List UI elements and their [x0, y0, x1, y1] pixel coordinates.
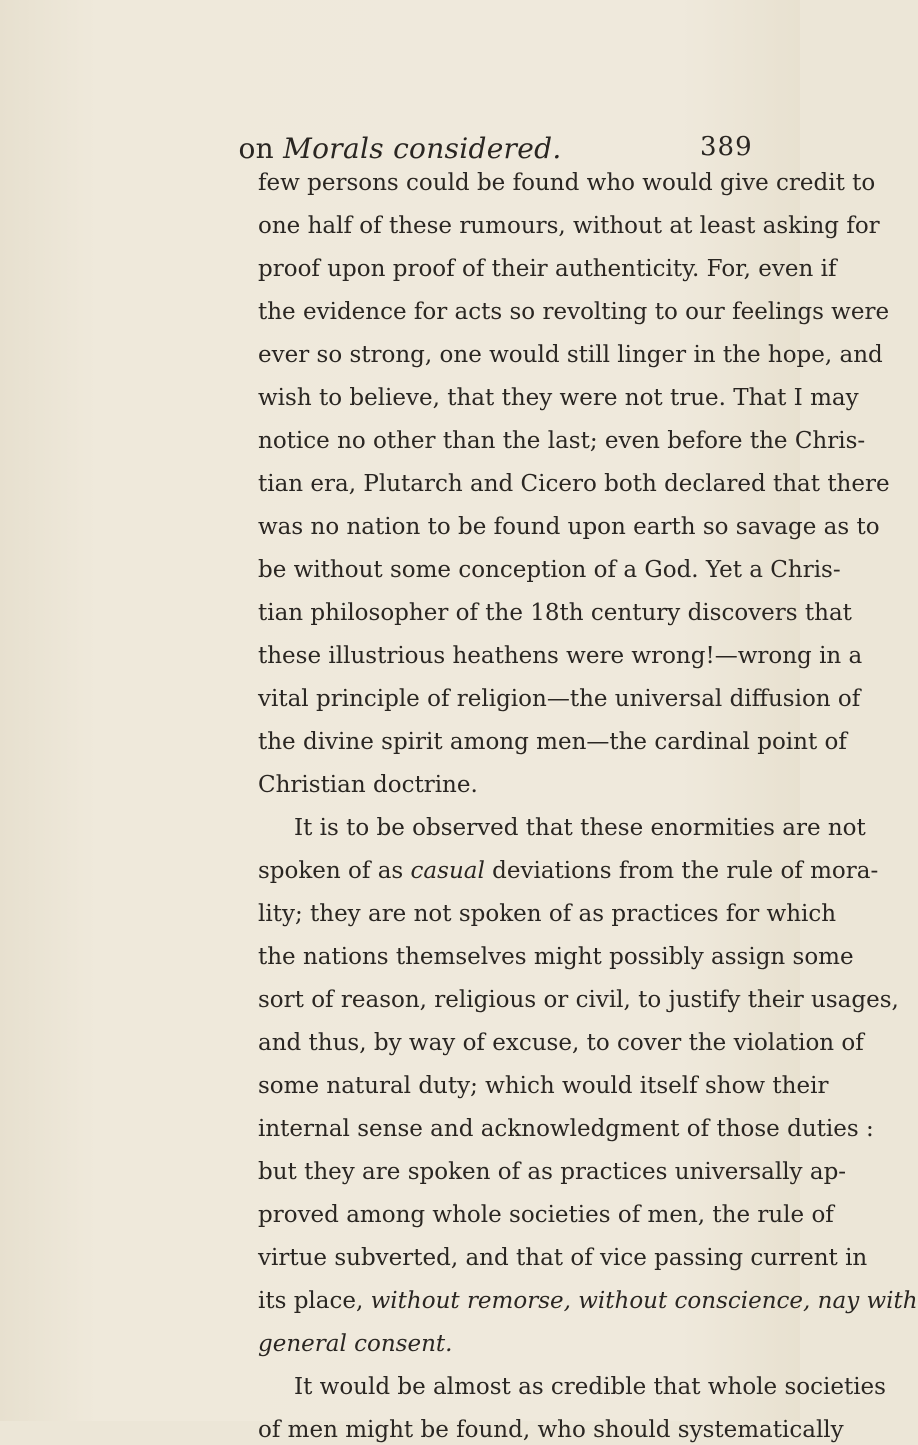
its-place-italic: without remorse, without conscience, nay with — [370, 1288, 918, 1314]
text-line: lity; they are not spoken of as practices for which — [258, 901, 837, 927]
text-line: one half of these rumours, without at least asking for — [258, 213, 880, 239]
running-title-italic: Morals considered. — [283, 132, 562, 165]
text-line: tian era, Plutarch and Cicero both declared that there — [258, 471, 890, 497]
text-line: Christian doctrine. — [258, 772, 478, 798]
text-line: few persons could be found who would give credit to — [258, 170, 876, 196]
text-line: sort of reason, religious or civil, to justify their usages, — [258, 987, 899, 1013]
text-line: vital principle of religion—the universal diffusion of — [258, 686, 861, 712]
text-line: and thus, by way of excuse, to cover the violation of — [258, 1030, 864, 1056]
text-line: the divine spirit among men—the cardinal point of — [258, 729, 847, 755]
text-line: proof upon proof of their authenticity. For, even if — [258, 256, 837, 282]
text-line-spoken — [258, 856, 879, 886]
text-line: of men might be found, who should systematically — [258, 1417, 844, 1443]
text-line: virtue subverted, and that of vice passing current in — [258, 1245, 868, 1271]
general-consent-italic: general consent. — [258, 1331, 453, 1357]
text-line-its-place — [258, 1286, 918, 1316]
text-line: notice no other than the last; even before the Chris- — [258, 428, 866, 454]
text-line: ever so strong, one would still linger in the hope, and — [258, 342, 883, 368]
text-line: tian philosopher of the 18th century discovers that — [258, 600, 852, 626]
text-line: proved among whole societies of men, the rule of — [258, 1202, 834, 1228]
its-place-pre: its place, — [258, 1288, 371, 1314]
text-line: It is to be observed that these enormities are not — [294, 815, 866, 841]
text-line: the nations themselves might possibly assign some — [258, 944, 854, 970]
text-line-general-consent — [258, 1329, 744, 1359]
running-title-prefix: on — [238, 132, 284, 165]
text-line: but they are spoken of as practices universally ap- — [258, 1159, 847, 1185]
page-number: 389 — [700, 132, 753, 162]
text-line: some natural duty; which would itself show their — [258, 1073, 829, 1099]
text-line: be without some conception of a God. Yet a Chris- — [258, 557, 841, 583]
text-line: these illustrious heathens were wrong!—wrong in a — [258, 643, 863, 669]
text-line: the evidence for acts so revolting to our feelings were — [258, 299, 890, 325]
text-line: internal sense and acknowledgment of those duties : — [258, 1116, 874, 1142]
spoken-post: deviations from the rule of mora- — [484, 858, 879, 884]
spoken-pre: spoken of as — [258, 858, 411, 884]
text-line: wish to believe, that they were not true. That I may — [258, 385, 859, 411]
text-line: was no nation to be found upon earth so savage as to — [258, 514, 880, 540]
spoken-italic: casual — [410, 858, 485, 884]
text-line: It would be almost as credible that whole societies — [294, 1374, 886, 1400]
